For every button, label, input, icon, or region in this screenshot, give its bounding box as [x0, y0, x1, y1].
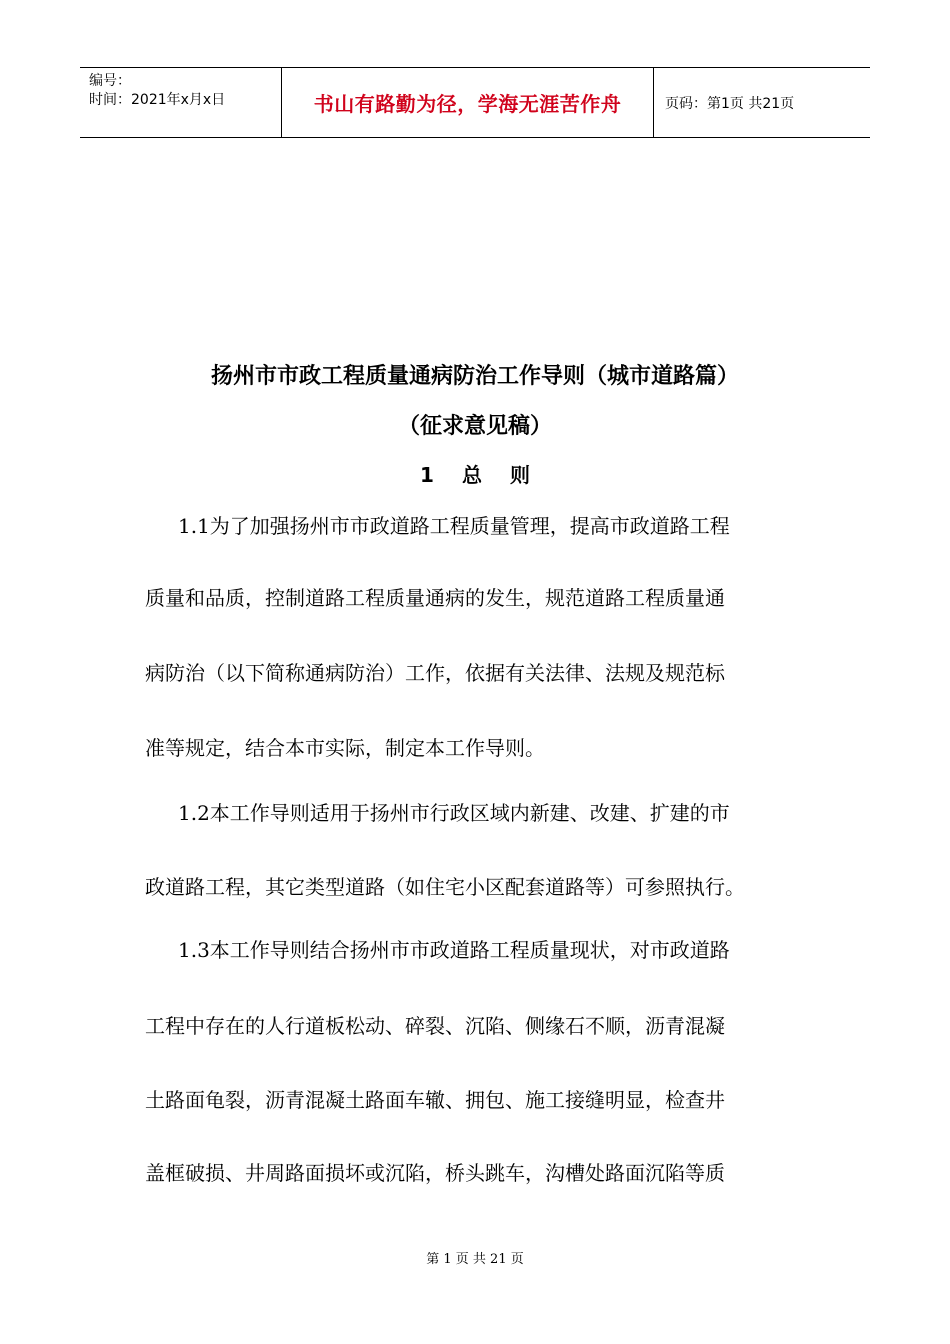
section-word-2: 则 — [509, 463, 530, 487]
body-line: 1.3本工作导则结合扬州市市政道路工程质量现状，对市政道路 — [178, 938, 730, 962]
body-line: 政道路工程，其它类型道路（如住宅小区配套道路等）可参照执行。 — [145, 875, 745, 899]
body-line: 工程中存在的人行道板松动、碎裂、沉陷、侧缘石不顺，沥青混凝 — [145, 1014, 725, 1038]
body-line: 质量和品质，控制道路工程质量通病的发生，规范道路工程质量通 — [145, 586, 725, 610]
header-motto: 书山有路勤为径，学海无涯苦作舟 — [281, 68, 654, 137]
body-line: 土路面龟裂，沥青混凝土路面车辙、拥包、施工接缝明显，检查井 — [145, 1088, 725, 1112]
body-line: 1.2本工作导则适用于扬州市行政区域内新建、改建、扩建的市 — [178, 801, 730, 825]
document-title: 扬州市市政工程质量通病防治工作导则（城市道路篇） — [210, 364, 739, 389]
section-number: 1 — [420, 463, 434, 487]
header-meta — [80, 68, 281, 137]
body-line: 1.1为了加强扬州市市政道路工程质量管理，提高市政道路工程 — [178, 514, 730, 538]
number-label: 编号： — [89, 73, 131, 89]
document-subtitle: （征求意见稿） — [397, 414, 552, 439]
header-page-info: 页码：第1页 共21页 — [665, 95, 795, 112]
body-line: 病防治（以下简称通病防治）工作，依据有关法律、法规及规范标 — [145, 661, 725, 685]
time-label: 时间：2021年x月x日 — [89, 92, 226, 108]
document-header — [80, 67, 870, 138]
body-line: 盖框破损、井周路面损坏或沉陷，桥头跳车，沟槽处路面沉陷等质 — [145, 1161, 725, 1185]
page-footer: 第 1 页 共 21 页 — [426, 1252, 524, 1267]
body-line: 准等规定，结合本市实际，制定本工作导则。 — [145, 736, 545, 760]
section-heading — [0, 459, 950, 488]
section-word-1: 总 — [461, 463, 482, 487]
